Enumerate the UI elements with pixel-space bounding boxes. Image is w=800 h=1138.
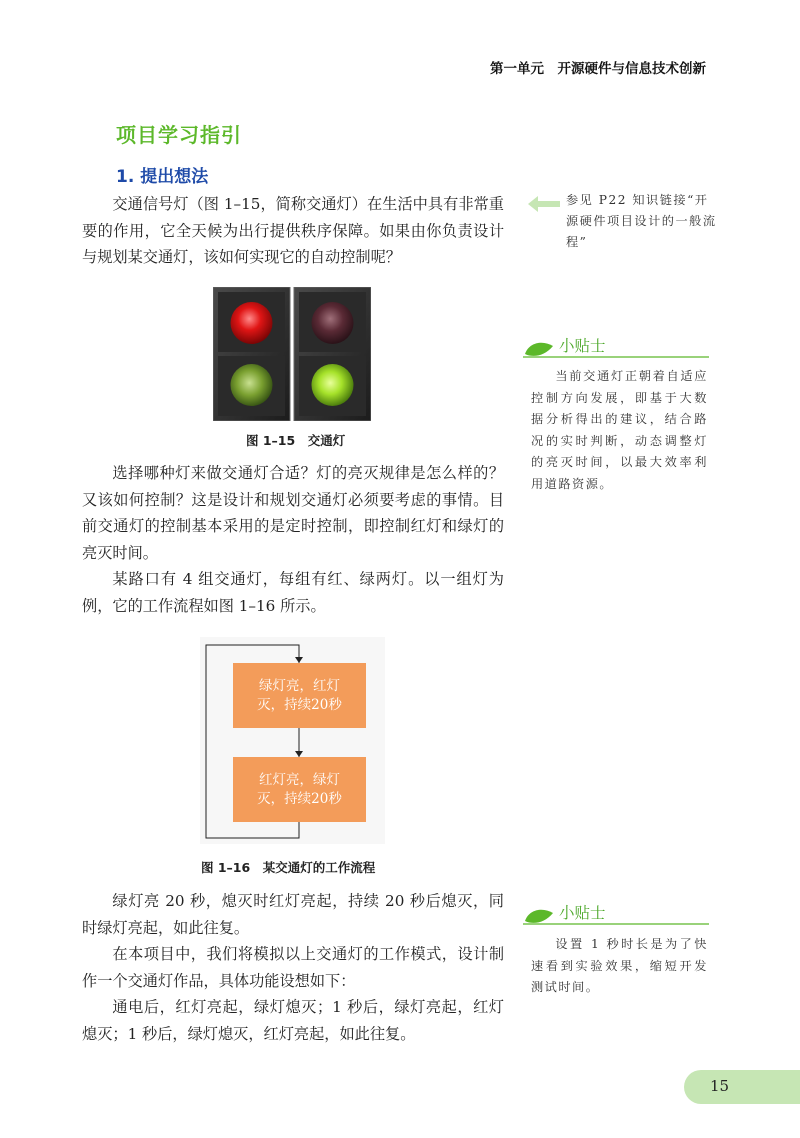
tip-header-1: 小贴士: [523, 336, 709, 360]
section-title: 项目学习指引: [116, 123, 242, 147]
running-header: 第一单元 开源硬件与信息技术创新: [490, 61, 706, 77]
page-number-tab: [684, 1070, 800, 1104]
paragraph-intro: 交通信号灯（图 1–15，简称交通灯）在生活中具有非常重要的作用，它全天候为出行提供秩序保障。如果由你负责设计与规划某交通灯，该如何实现它的自动控制呢？: [82, 195, 504, 266]
tip-text-1: 当前交通灯正朝着自适应控制方向发展，即基于大数据分析得出的建议，结合路况的实时判断，动态调整灯的亮灭时间，以最大效率利用道路资源。: [531, 369, 708, 491]
leaf-icon: [523, 336, 709, 360]
page-number: 15: [710, 1077, 730, 1095]
subsection-title: 1. 提出想法: [116, 167, 209, 187]
tip-text-2: 设置 1 秒时长是为了快速看到实验效果，缩短开发测试时间。: [531, 937, 708, 994]
reference-note: 参见 P22 知识链接“开源硬件项目设计的一般流程”: [566, 193, 717, 249]
flow-step-red: 红灯亮，绿灯灭，持续20秒: [233, 757, 366, 822]
paragraph-function: 通电后，红灯亮起，绿灯熄灭；1 秒后，绿灯亮起，红灯熄灭；1 秒后，绿灯熄灭，红灯亮起，如此往复。: [82, 998, 504, 1043]
paragraph-cycle: 绿灯亮 20 秒，熄灭时红灯亮起，持续 20 秒后熄灭，同时绿灯亮起，如此往复。: [82, 892, 504, 937]
paragraph-project: 在本项目中，我们将模拟以上交通灯的工作模式，设计制作一个交通灯作品，具体功能设想如下：: [82, 945, 504, 990]
flow-step-green: 绿灯亮，红灯灭，持续20秒: [233, 663, 366, 728]
tip-header-2: 小贴士: [523, 903, 709, 927]
traffic-light-image: [213, 287, 371, 421]
pointer-arrow-icon: [528, 196, 560, 212]
paragraph-question: 选择哪种灯来做交通灯合适？灯的亮灭规律是怎么样的？又该如何控制？这是设计和规划交通灯必须要考虑的事情。目前交通灯的控制基本采用的是定时控制，即控制红灯和绿灯的亮灭时间。: [82, 464, 504, 562]
paragraph-intersection: 某路口有 4 组交通灯，每组有红、绿两灯。以一组灯为例，它的工作流程如图 1–16 所示。: [82, 570, 504, 615]
flowchart: [200, 637, 385, 844]
figure-caption-1-15: 图 1–15 交通灯: [246, 433, 346, 448]
leaf-icon: [523, 903, 709, 927]
figure-caption-1-16: 图 1–16 某交通灯的工作流程: [201, 860, 376, 875]
